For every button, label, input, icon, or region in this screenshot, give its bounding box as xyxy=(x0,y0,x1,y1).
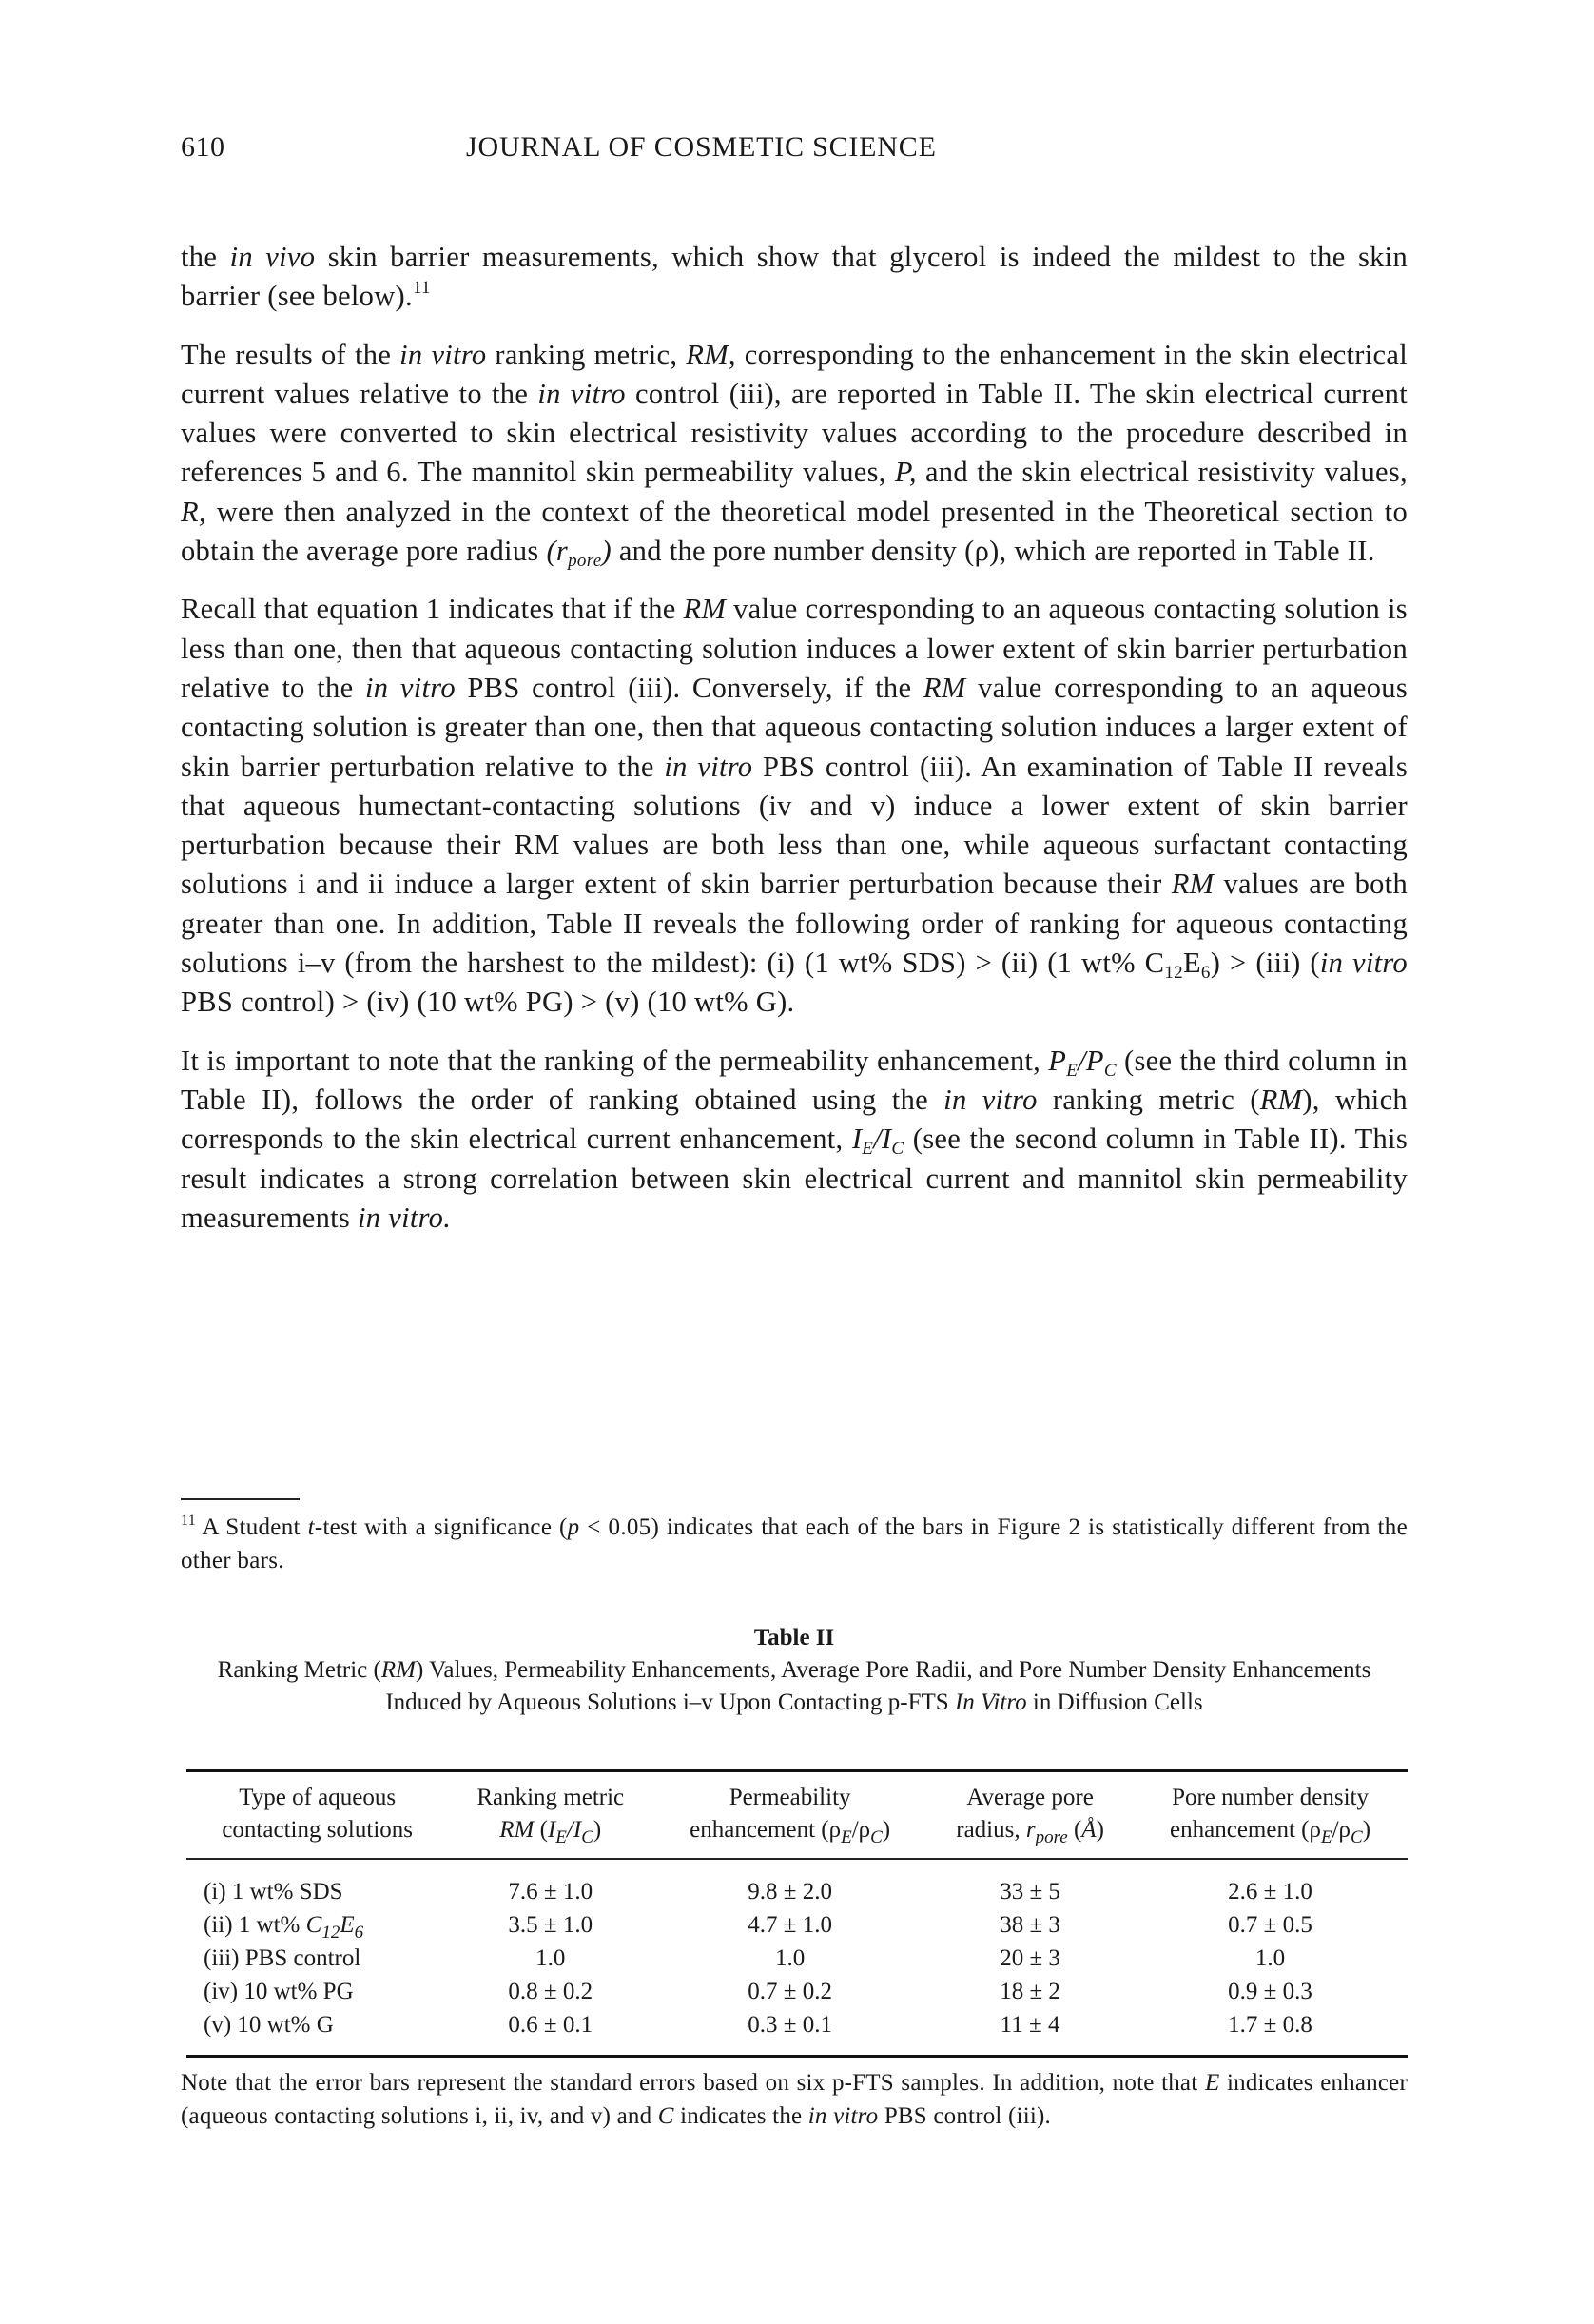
subscript: E xyxy=(841,1827,852,1847)
cell-solution: (ii) 1 wt% $C_{12}E_6$ xyxy=(204,1912,364,1943)
italic-text: in vitro xyxy=(399,338,487,371)
cell-pore-density: 1.7 ± 0.8 xyxy=(1228,2012,1312,2038)
running-header xyxy=(181,131,1408,169)
table-note: Note that the error bars represent the standard errors based on six p-FTS samples. In addition, note that E indicates enhancer (aqueous contacting solutions i, ii, iv, and v) and C indicates the in vitro PBS control (iii). xyxy=(181,2070,1408,2129)
italic-text: E xyxy=(1204,2070,1220,2096)
italic-text: in vitro xyxy=(807,2103,879,2129)
cell-solution: (i) 1 wt% SDS xyxy=(204,1879,343,1904)
table-row xyxy=(186,1942,1408,1975)
table-caption xyxy=(181,1622,1408,1719)
italic-text: I xyxy=(851,1123,863,1156)
cell-permeability: 4.7 ± 1.0 xyxy=(748,1912,832,1938)
cell-permeability: 9.8 ± 2.0 xyxy=(748,1879,832,1904)
subscript: C xyxy=(1103,1060,1117,1081)
cell-pore-radius: 38 ± 3 xyxy=(1000,1912,1060,1938)
italic-text: RM xyxy=(499,1817,535,1843)
italic-text: in vitro. xyxy=(358,1201,452,1234)
italic-text: C xyxy=(657,2103,674,2129)
subscript: E xyxy=(1066,1060,1079,1081)
subscript: 12 xyxy=(321,1923,340,1943)
italic-text: r xyxy=(1025,1817,1036,1843)
italic-text: RM xyxy=(1259,1083,1303,1116)
italic-text: RM xyxy=(380,1657,416,1683)
footnote-text: A Student t-test with a significance (p < 0.05) indicates that each of the bars in Figure 2 is statistically different from the other bars. xyxy=(181,1514,1408,1573)
paragraph-1: the in vivo skin barrier measurements, which show that glycerol is indeed the mildest to the skin barrier (see below).$^{11}$ xyxy=(181,241,1408,313)
paragraph-2: The results of the in vitro ranking metric, RM, corresponding to the enhancement in the skin electrical current values relative to the in vitro control (iii), are reported in Table II. The skin electrical current values were converted to skin electrical resistivity values according to the procedure described in references 5 and 6. The mannitol skin permeability values, P, and the skin electrical resistivity values, R, were then analyzed in the context of the theoretical model presented in the Theoretical section to obtain the average pore radius $(r_{pore})$ and the pore number density (ρ), which are reported in Table II. xyxy=(181,338,1408,572)
italic-text: R, xyxy=(181,495,206,528)
subscript: 6 xyxy=(354,1923,364,1943)
cell-solution: (iii) PBS control xyxy=(204,1945,361,1971)
italic-text: p xyxy=(567,1514,580,1540)
italic-text: In Vitro xyxy=(954,1689,1027,1715)
italic-text: Å xyxy=(1081,1817,1097,1843)
cell-solution: (v) 10 wt% G xyxy=(204,2012,334,2038)
table-header-row xyxy=(186,1771,1408,1860)
col-header-ranking-metric: Ranking metric RM $(I_E/I_C)$ xyxy=(476,1785,625,1847)
table-row xyxy=(186,2008,1408,2057)
table-row xyxy=(186,1859,1408,1908)
col-header-solution: Type of aqueous contacting solutions xyxy=(222,1785,413,1843)
italic-text: in vitro xyxy=(537,377,626,410)
cell-permeability: 0.7 ± 0.2 xyxy=(748,1979,832,2004)
paragraph-4: It is important to note that the ranking of the permeability enhancement, $P_E/P_C$ (see the third column in Table II), follows the order of ranking obtained using the in vitro ranking metric (RM), which corresponds to the skin electrical current enhancement, $I_E/I_C$ (see the second column in Table II). This result indicates a strong correlation between skin electrical current and mannitol skin permeability measurements in vitro. xyxy=(181,1044,1408,1234)
cell-permeability: 0.3 ± 0.1 xyxy=(748,2012,832,2038)
subscript: E xyxy=(555,1827,567,1847)
subscript: E xyxy=(862,1139,874,1160)
body-text xyxy=(181,238,1408,1257)
italic-text: P xyxy=(1048,1044,1067,1077)
cell-ranking-metric: 3.5 ± 1.0 xyxy=(508,1912,593,1938)
subscript: pore xyxy=(1035,1827,1068,1847)
cell-ranking-metric: 0.6 ± 0.1 xyxy=(508,2012,593,2038)
cell-pore-density: 2.6 ± 1.0 xyxy=(1228,1879,1312,1904)
cell-solution: (iv) 10 wt% PG xyxy=(204,1979,354,2004)
italic-text: RM, xyxy=(686,338,736,371)
subscript: C xyxy=(581,1827,593,1847)
subscript: 6 xyxy=(1200,963,1211,984)
page-number: 610 xyxy=(181,131,225,163)
cell-pore-radius: 11 ± 4 xyxy=(1000,2012,1060,2038)
cell-pore-radius: 18 ± 2 xyxy=(1000,1979,1060,2004)
italic-text: /I xyxy=(566,1817,582,1843)
table-caption-text: Ranking Metric (RM) Values, Permeability Enhancements, Average Pore Radii, and Pore Number Density Enhancements Induced by Aqueous Solutions i–v Upon Contacting p-FTS In Vitro in Diffusion Cells xyxy=(217,1657,1371,1715)
italic-text: ) xyxy=(601,535,612,568)
col-header-permeability: Permeability enhancement $(\rho_E/\rho_C)$ xyxy=(690,1785,891,1847)
italic-text: /I xyxy=(873,1123,892,1156)
subscript: 12 xyxy=(1164,963,1183,984)
table-row xyxy=(186,1975,1408,2008)
italic-text: /P xyxy=(1078,1044,1104,1077)
subscript: C xyxy=(870,1827,883,1847)
subscript: C xyxy=(1351,1827,1363,1847)
italic-text: RM xyxy=(923,671,966,704)
subscript: E xyxy=(1320,1827,1332,1847)
col-header-pore-radius: Average pore radius, $r_{pore}$ (Å) xyxy=(956,1785,1104,1847)
italic-text: in vitro xyxy=(365,671,456,704)
italic-text: RM xyxy=(1171,868,1215,901)
cell-permeability: 1.0 xyxy=(775,1945,806,1971)
cell-ranking-metric: 1.0 xyxy=(535,1945,566,1971)
cell-pore-radius: 33 ± 5 xyxy=(1000,1879,1060,1904)
cell-pore-radius: 20 ± 3 xyxy=(1000,1945,1060,1971)
cell-pore-density: 1.0 xyxy=(1254,1945,1286,1971)
italic-text: in vitro xyxy=(664,750,753,783)
italic-text: in vitro xyxy=(1319,947,1408,980)
italic-text: C xyxy=(305,1912,322,1938)
cell-pore-density: 0.9 ± 0.3 xyxy=(1228,1979,1312,2004)
table-label: Table II xyxy=(753,1625,835,1650)
italic-text: (r xyxy=(546,535,569,568)
cell-ranking-metric: 0.8 ± 0.2 xyxy=(508,1979,593,2004)
results-table xyxy=(186,1769,1408,2058)
italic-text: RM xyxy=(683,593,727,626)
cell-ranking-metric: 7.6 ± 1.0 xyxy=(508,1879,593,1904)
footnote-11 xyxy=(181,1511,1408,1577)
italic-text: in vivo xyxy=(229,241,316,273)
italic-text: E xyxy=(340,1912,355,1938)
table-row xyxy=(186,1908,1408,1942)
table-ii xyxy=(186,1769,1408,2058)
footnote-divider xyxy=(181,1498,300,1500)
footnote-marker: 11 xyxy=(181,1513,197,1529)
paragraph-3: Recall that equation 1 indicates that if the RM value corresponding to an aqueous contacting solution is less than one, then that aqueous contacting solution induces a lower extent of skin barrier perturbation relative to the in vitro PBS control (iii). Conversely, if the RM value corresponding to an aqueous contacting solution is greater than one, then that aqueous contacting solution induces a larger extent of skin barrier perturbation relative to the in vitro PBS control (iii). An examination of Table II reveals that aqueous humectant-contacting solutions (iv and v) induce a lower extent of skin barrier perturbation because their RM values are both less than one, while aqueous surfactant contacting solutions i and ii induce a larger extent of skin barrier perturbation because their RM values are both greater than one. In addition, Table II reveals the following order of ranking for aqueous contacting solutions i–v (from the harshest to the mildest): (i) (1 wt% SDS) > (ii) (1 wt% $C_{12}E_6) > (iii)$ (in vitro PBS control) > (iv) (10 wt% PG) > (v) (10 wt% G). xyxy=(181,593,1408,1019)
cell-pore-density: 0.7 ± 0.5 xyxy=(1228,1912,1312,1938)
italic-text: t xyxy=(307,1514,315,1540)
journal-title: JOURNAL OF COSMETIC SCIENCE xyxy=(466,131,937,163)
subscript: pore xyxy=(568,551,602,572)
italic-text: I xyxy=(547,1817,556,1843)
italic-text: in vitro xyxy=(943,1083,1038,1116)
italic-text: P, xyxy=(894,456,917,489)
footnote-ref: 11 xyxy=(412,278,431,299)
col-header-pore-density: Pore number density enhancement $(\rho_E/\rho_C)$ xyxy=(1170,1785,1371,1847)
subscript: C xyxy=(891,1139,904,1160)
